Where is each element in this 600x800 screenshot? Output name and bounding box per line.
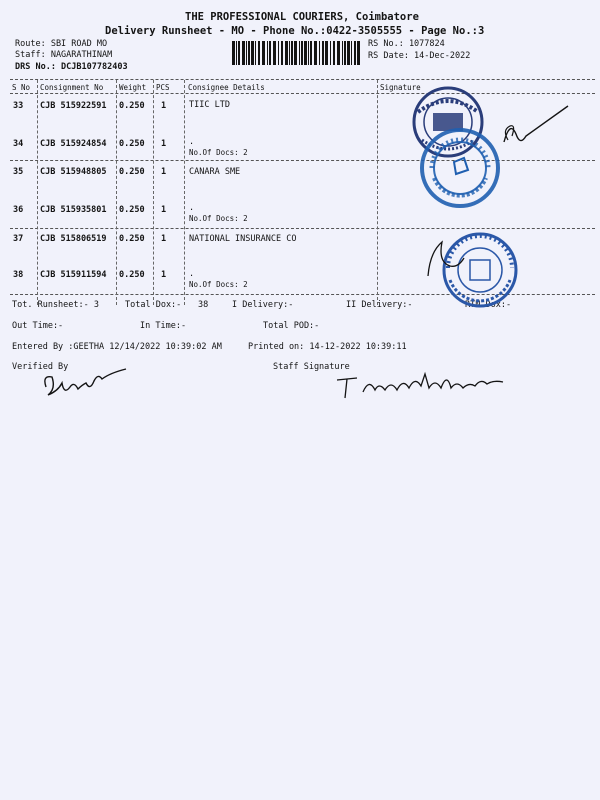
total-dox-label: Total Dox:- xyxy=(125,300,182,310)
col-divider-1 xyxy=(37,80,38,305)
col-divider-3 xyxy=(153,80,154,305)
runsheet-subtitle: Delivery Runsheet - MO - Phone No.:0422-3505555 - Page No.:3 xyxy=(105,25,485,37)
verified-signature-icon xyxy=(40,365,140,405)
company-title: THE PROFESSIONAL COURIERS, Coimbatore xyxy=(185,11,419,23)
rs-number: RS No.: 1077824 xyxy=(368,39,445,49)
table-row-sno: 33 xyxy=(13,101,24,111)
entered-by: Entered By :GEETHA 12/14/2022 10:39:02 AM xyxy=(12,342,222,352)
table-top-rule xyxy=(10,79,595,80)
row-group-rule-2 xyxy=(10,228,595,229)
table-row-weight: 0.250 xyxy=(119,101,145,111)
out-time-label: Out Time:- xyxy=(12,321,64,331)
table-row-details: . xyxy=(189,137,195,147)
table-row-pcs: 1 xyxy=(161,270,167,280)
table-row-pcs: 1 xyxy=(161,205,167,215)
table-row-docs: No.Of Docs: 2 xyxy=(189,148,248,157)
staff-signature-label: Staff Signature xyxy=(273,362,350,372)
col-header-consignee: Consignee Details xyxy=(188,83,265,92)
table-row-docs: No.Of Docs: 2 xyxy=(189,280,248,289)
total-pod-label: Total POD:- xyxy=(263,321,320,331)
rs-date: RS Date: 14-Dec-2022 xyxy=(368,51,471,61)
header-rule xyxy=(10,93,595,94)
in-time-label: In Time:- xyxy=(140,321,187,331)
table-row-details: . xyxy=(189,203,195,213)
table-row-sno: 37 xyxy=(13,234,24,244)
signature-row37-icon xyxy=(420,232,470,282)
table-row-sno: 34 xyxy=(13,139,24,149)
col-divider-2 xyxy=(116,80,117,305)
printed-on: Printed on: 14-12-2022 10:39:11 xyxy=(248,342,407,352)
i-delivery-label: I Delivery:- xyxy=(232,300,294,310)
table-row-consignment: CJB 515806519 xyxy=(40,234,107,244)
table-row-pcs: 1 xyxy=(161,101,167,111)
table-row-weight: 0.250 xyxy=(119,270,145,280)
table-row-details: . xyxy=(189,269,195,279)
col-divider-5 xyxy=(377,80,378,305)
col-header-sno: S No xyxy=(12,83,31,92)
col-header-weight: Weight xyxy=(119,83,147,92)
verified-by-label: Verified By xyxy=(12,362,69,372)
table-row-docs: No.Of Docs: 2 xyxy=(189,214,248,223)
table-row-pcs: 1 xyxy=(161,139,167,149)
table-row-sno: 38 xyxy=(13,270,24,280)
barcode xyxy=(232,41,362,65)
table-row-sno: 36 xyxy=(13,205,24,215)
signature-row33-icon xyxy=(490,100,570,160)
table-row-consignment: CJB 515911594 xyxy=(40,270,107,280)
table-row-consignment: CJB 515924854 xyxy=(40,139,107,149)
col-header-signature: Signature xyxy=(380,83,421,92)
total-runsheet: Tot. Runsheet:- 3 xyxy=(12,300,99,310)
staff-label: Staff: NAGARATHINAM xyxy=(15,50,113,60)
table-row-details: NATIONAL INSURANCE CO xyxy=(189,234,297,244)
table-row-weight: 0.250 xyxy=(119,167,145,177)
table-row-consignment: CJB 515948805 xyxy=(40,167,107,177)
table-row-pcs: 1 xyxy=(161,234,167,244)
table-row-pcs: 1 xyxy=(161,167,167,177)
col-header-consignment: Consignment No xyxy=(40,83,104,92)
table-row-weight: 0.250 xyxy=(119,234,145,244)
route-label: Route: SBI ROAD MO xyxy=(15,39,108,49)
total-dox-value: 38 xyxy=(198,300,209,310)
row-group-rule-1 xyxy=(10,160,595,161)
table-row-weight: 0.250 xyxy=(119,205,145,215)
table-row-weight: 0.250 xyxy=(119,139,145,149)
table-row-consignment: CJB 515935801 xyxy=(40,205,107,215)
drs-number: DRS No.: DCJB107782403 xyxy=(15,62,128,72)
ii-delivery-label: II Delivery:- xyxy=(346,300,413,310)
table-row-consignment: CJB 515922591 xyxy=(40,101,107,111)
col-divider-4 xyxy=(184,80,185,305)
col-header-pcs: PCS xyxy=(156,83,170,92)
table-row-details: CANARA SME xyxy=(189,167,241,177)
rtn-dox-label: RTN Dox:- xyxy=(465,300,512,310)
table-row-sno: 35 xyxy=(13,167,24,177)
staff-signature-icon xyxy=(333,368,513,404)
table-row-details: TIIC LTD xyxy=(189,100,230,110)
